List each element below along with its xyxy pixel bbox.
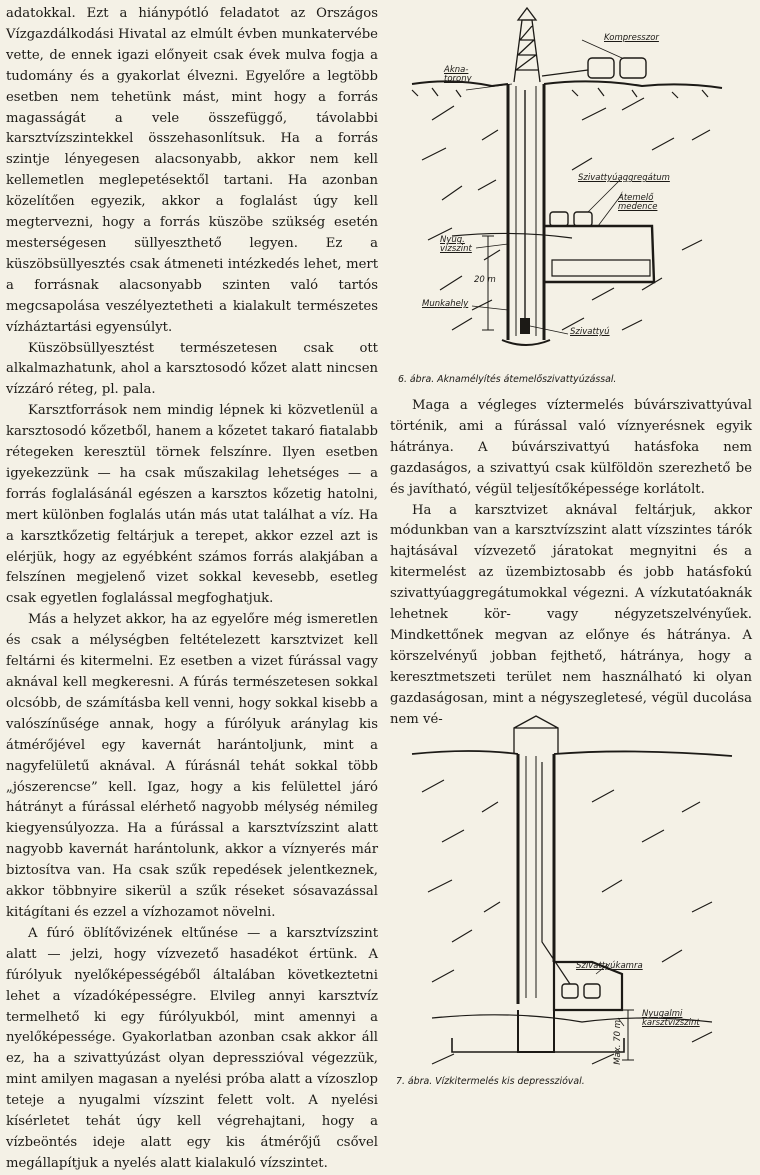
figure-7-drawing	[392, 692, 758, 1072]
label-atemelo-medence: Átemelő medence	[618, 193, 658, 212]
figure-6-drawing	[392, 0, 758, 370]
paragraph: Maga a végleges víztermelés búvárszivattyúval történik, ami a fúrással való víznyerésnek egyik hátránya. A búvárszivattyú hatásfoka nem gazdaságos, a szivattyú csak külföldön szerezhető be és javítható, végül teljesítőképessége korlátolt.	[390, 398, 752, 497]
figure-7	[392, 692, 758, 1092]
label-nyugalmi-vizszint: Nyug. vízszint	[440, 235, 472, 254]
label-szivattyukamra: Szivattyúkamra	[576, 961, 643, 971]
label-depth-20m: 20 m	[474, 275, 496, 285]
label-szivattyuaggregatum: Szivattyúaggregátum	[578, 173, 670, 183]
left-column	[6, 4, 378, 1175]
label-kompresszor: Kompresszor	[604, 33, 659, 43]
paragraph: Más a helyzet akkor, ha az egyelőre még ismeretlen és csak a mélységben feltételezett karsztvizet kell feltárni és kitermelni. Ez esetben a vizet fúrással vagy aknával kell megkeresni. A fúrás természetesen sokkal olcsóbb, de számításba kell venni, hogy sokkal kisebb a valószínűsége annak, hogy a fúrólyuk aránylag kis átmérőjével egy kavernát harántoljunk, mint a nagyfelületű aknával. A fúrásnál tehát sokkal több „jószerencse” kell. Igaz, hogy a kis felülettel járó hátrányt a fúrással elérhető nagyobb mélység némileg kiegyensúlyozza. Ha a fúrással a karsztvízszint alatt nagyobb kavernát harántolunk, akkor a víznyerés már biztosítva van. Ha csak szűk repedések jelentkeznek, akkor többnyire sikerül a szűk réseket sósavazással kitágítani és ezzel a vízhozamot növelni.	[6, 612, 378, 920]
label-munkahely: Munkahely	[422, 299, 469, 309]
label-szivattyu: Szivattyú	[570, 327, 610, 337]
figure-6	[392, 0, 758, 392]
right-column	[390, 396, 752, 731]
label-nyugalmi-karsztvizszint: Nyugalmi karsztvízszint	[642, 1009, 700, 1028]
paragraph: adatokkal. Ezt a hiánypótló feladatot az Országos Vízgazdálkodási Hivatal az elmúlt évben munkatervébe vette, de ennek igazi előnyeit csak évek mulva fogja a tudomány és a gyakorlat élvezni. Egyelőre a legtöbb esetben nem tehetünk mást, mint hogy a forrás magasságát a vele összefüggő, távolabbi karsztvízszintekkel összehasonlítsuk. Ha a forrás szintje lényegesen alacsonyabb, akkor nem kell kellemetlen meglepetésektől tartani. Ha azonban közelítően egyezik, akkor a foglalást úgy kell megtervezni, hogy a forrás küszöbe szükség esetén mesterségesen süllyeszthető legyen. Ez a küszöbsüllyesztés csak átmeneti intézkedés lehet, mert a forrásnak alacsonyabb szinten való tartós megcsapolása veszélyeztetheti a kialakult természetes vízháztartási egyensúlyt.	[6, 6, 378, 335]
paragraph: Küszöbsüllyesztést természetesen csak ott alkalmazhatunk, ahol a karsztosodó kőzet alatt nincsen vízzáró réteg, pl. pala.	[6, 340, 378, 398]
figure-6-caption: 6. ábra. Aknamélyítés átemelőszivattyúzással.	[398, 374, 617, 385]
figure-7-caption: 7. ábra. Vízkitermelés kis depresszióval.	[396, 1076, 585, 1087]
paragraph: A fúró öblítővizének eltűnése — a karsztvízszint alatt — jelzi, hogy vízvezető hasadékot értünk. A fúrólyuk nyelőképességéből általában következtetni lehet a vízadóképességre. Elvileg annyi karsztvíz termelhető ki egy fúrólyukból, mint amennyi a nyelőképessége. Gyakorlatban azonban csak akkor áll ez, ha a szivattyúzást olyan depresszióval végezzük, mint amilyen magasan a nyelési próba alatt a vízoszlop teteje a nyugalmi vízszint felett volt. A nyelési kísérletet tehát úgy kell végrehajtani, hogy a vízbeöntés ideje alatt egy kis átmérőjű csővel megállapítjuk a nyelés alatt kialakuló vízszintet.	[6, 925, 378, 1171]
label-depth-max-70m: Max. 70 m	[613, 1020, 623, 1065]
paragraph: Ha a karsztvizet aknával feltárjuk, akkor módunkban van a karsztvízszint alatt vízszintes tárók hajtásával vízvezető járatokat megnyitni és a kitermelést az üzembiztosabb és jobb hatásfokú szivattyúaggregátumokkal végezni. A vízkutatóaknák lehetnek kör- vagy négyzetszelvényűek. Mindkettőnek megvan az előnye és hátránya. A körszelvényű jobban fejthető, hátránya, hogy a keresztmetszeti terület nem használható ki olyan gazdaságosan, mint a négyszegletesé, végül ducolása nem vé-	[390, 502, 752, 727]
label-aknatorony: Akna- torony	[444, 65, 472, 84]
paragraph: Karsztforrások nem mindig lépnek ki közvetlenül a karsztosodó kőzetből, hanem a kőzetet takaró fiatalabb rétegeken keresztül törnek felszínre. Ilyen esetben igyekezzünk — ha csak műszakilag lehetséges — a forrás foglalásánál egészen a karsztos kőzetig hatolni, mert különben foglalás után más utat találhat a víz. Ha a karsztkőzetig feltárjuk a terepet, akkor ezzel azt is elérjük, hogy az egyébként számos forrás alakjában a felszínen megjelenő vizet sokkal kevesebb, esetleg csak egyetlen foglalással megfoghatjuk.	[6, 403, 378, 607]
